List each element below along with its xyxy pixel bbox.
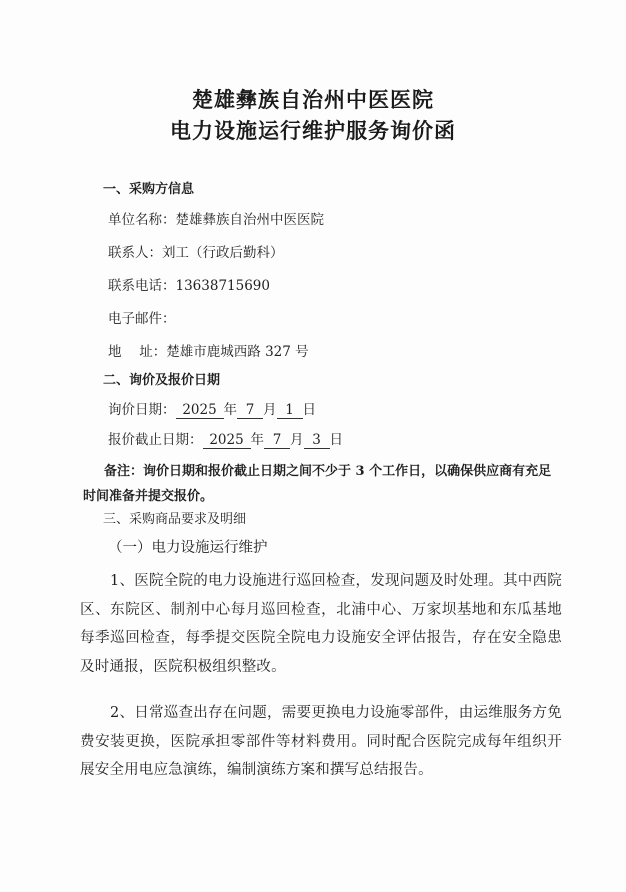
address-value: 楚雄市鹿城西路 327 号 <box>166 344 309 360</box>
inquiry-day-value: 1 <box>277 402 303 419</box>
address-row <box>108 343 309 361</box>
inquiry-date-row <box>108 401 316 419</box>
phone-row <box>108 277 270 295</box>
address-label: 地 址： <box>108 344 167 360</box>
inquiry-day-unit: 日 <box>302 402 316 418</box>
deadline-date-row <box>108 431 343 449</box>
section1-heading: 一、采购方信息 <box>103 182 195 197</box>
email-row <box>108 310 176 328</box>
contact-label: 联系人： <box>108 245 162 261</box>
deadline-month-unit: 月 <box>290 432 304 448</box>
phone-value: 13638715690 <box>175 278 270 294</box>
deadline-year-unit: 年 <box>250 432 264 448</box>
deadline-month-value: 7 <box>264 432 290 449</box>
unit-name-label: 单位名称： <box>108 212 176 228</box>
section3-subheading: （一）电力设施运行维护 <box>108 540 268 556</box>
section3-heading: 三、采购商品要求及明细 <box>103 512 247 527</box>
deadline-day-value: 3 <box>304 432 330 449</box>
section2-heading: 二、询价及报价日期 <box>103 373 221 388</box>
inquiry-month-unit: 月 <box>263 402 277 418</box>
deadline-day-unit: 日 <box>329 432 343 448</box>
inquiry-year-value: 2025 <box>176 402 224 419</box>
contact-value: 刘工（行政后勤科） <box>162 245 284 261</box>
requirement-paragraph-2: 2、日常巡查出存在问题，需要更换电力设施零部件，由运维服务方免费安装更换，医院承担零部件等材料费用。同时配合医院完成每年组织开展安全用电应急演练，编制演练方案和撰写总结报告。 <box>80 705 562 779</box>
phone-label: 联系电话： <box>108 278 176 294</box>
inquiry-date-label: 询价日期： <box>108 402 176 418</box>
document-title-line2: 电力设施运行维护服务询价函 <box>170 118 456 143</box>
inquiry-month-value: 7 <box>237 402 263 419</box>
email-label: 电子邮件： <box>108 311 176 327</box>
date-note: 备注：询价日期和报价截止日期之间不少于 3 个工作日，以确保供应商有充足时间准备并提交报价。 <box>83 464 552 504</box>
inquiry-year-unit: 年 <box>223 402 237 418</box>
unit-name-row <box>108 211 324 229</box>
requirement-paragraph-1: 1、医院全院的电力设施进行巡回检查，发现问题及时处理。其中西院区、东院区、制剂中心每月巡回检查，北浦中心、万家坝基地和东瓜基地每季巡回检查，每季提交医院全院电力设施安全评估报告，存在安全隐患及时通报，医院积极组织整改。 <box>80 573 562 676</box>
document-title-line1: 楚雄彝族自治州中医医院 <box>192 87 434 112</box>
unit-name-value: 楚雄彝族自治州中医医院 <box>175 212 324 228</box>
deadline-date-label: 报价截止日期： <box>108 432 203 448</box>
deadline-year-value: 2025 <box>203 432 251 449</box>
contact-row <box>108 244 284 262</box>
